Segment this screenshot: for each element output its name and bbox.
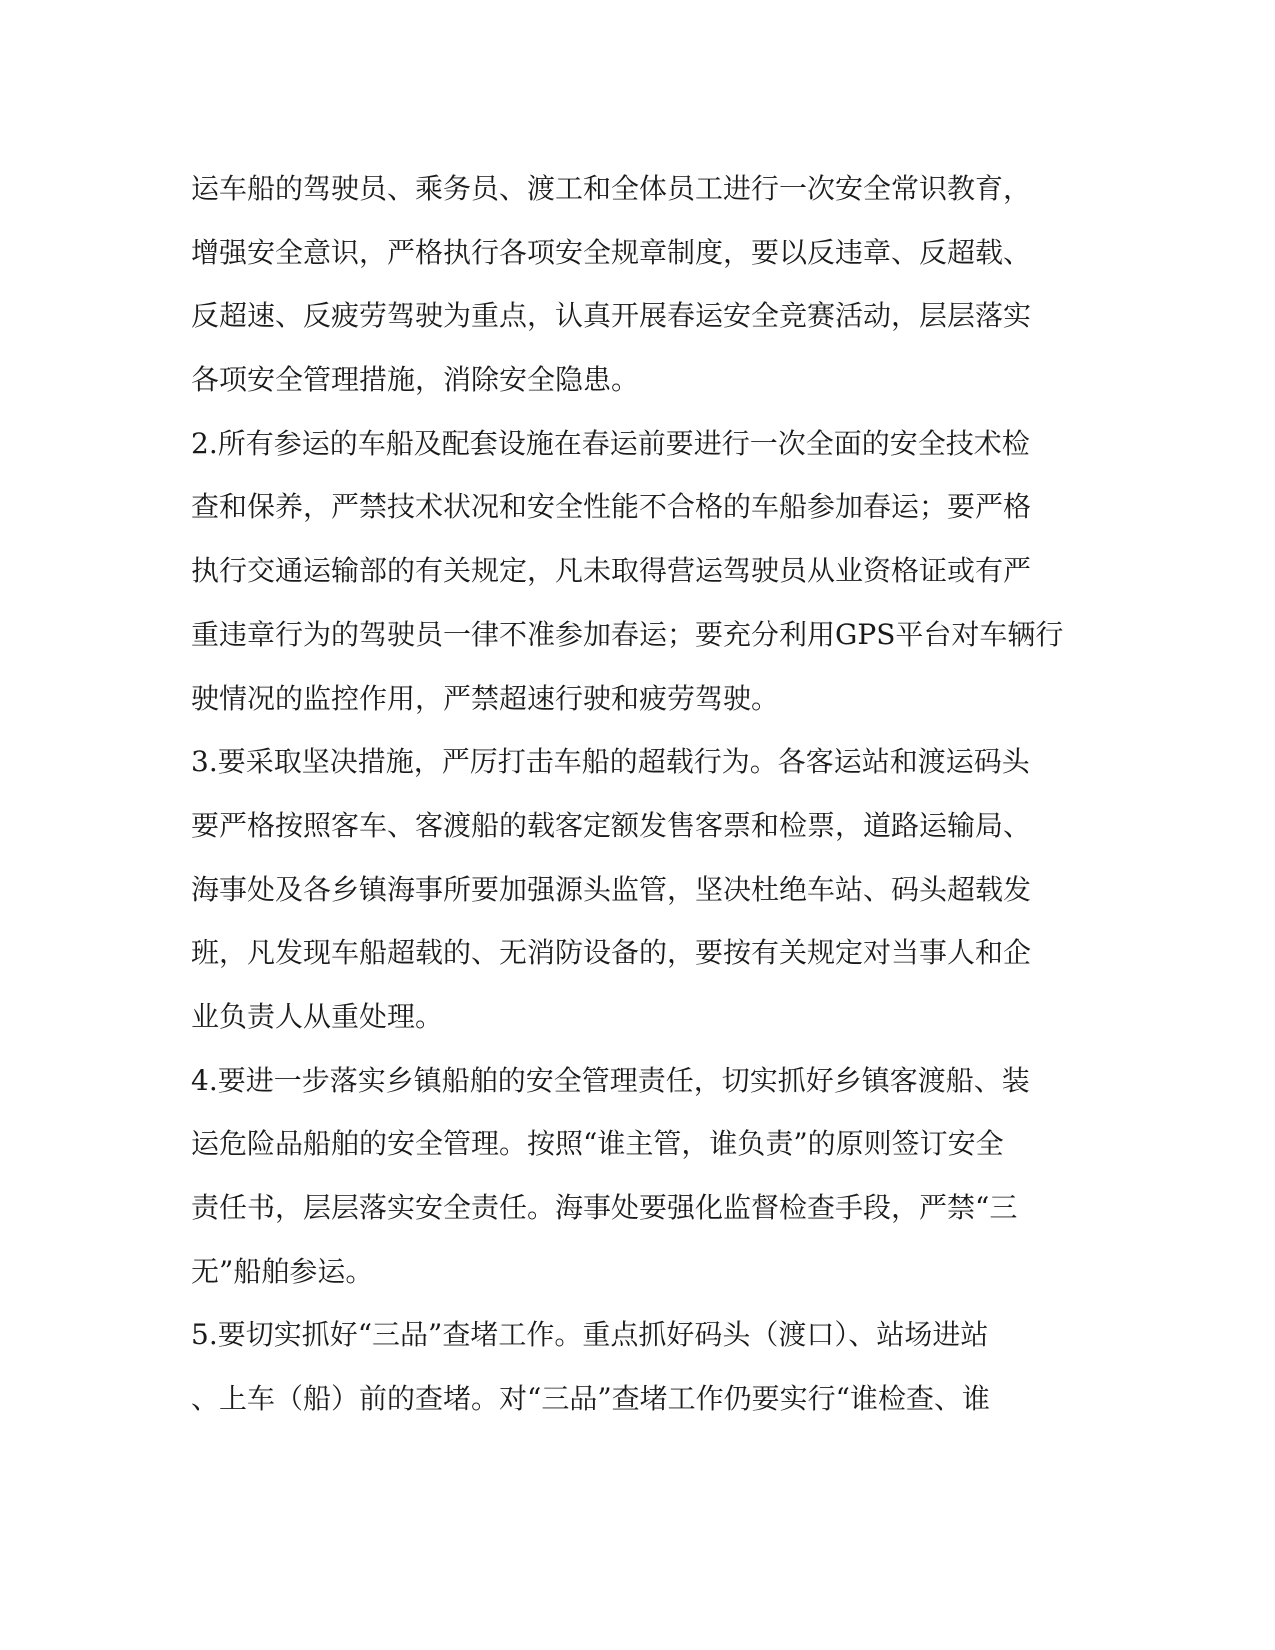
text-line: 海事处及各乡镇海事所要加强源头监管，坚决杜绝车站、码头超载发: [191, 872, 1032, 906]
document-body: [191, 157, 1071, 1431]
text-line: 业负责人从重处理。: [191, 999, 444, 1033]
text-line: 无”船舶参运。: [191, 1254, 374, 1288]
text-line: 运危险品船舶的安全管理。按照“谁主管，谁负责”的原则签订安全: [191, 1127, 1004, 1161]
text-line: 反超速、反疲劳驾驶为重点，认真开展春运安全竞赛活动，层层落实: [191, 299, 1032, 333]
text-line: 运车船的驾驶员、乘务员、渡工和全体员工进行一次安全常识教育，: [191, 172, 1032, 205]
text-line: 、上车（船）前的查堵。对“三品”查堵工作仍要实行“谁检查、谁: [191, 1382, 990, 1416]
text-line: 责任书，层层落实安全责任。海事处要强化监督检查手段，严禁“三: [191, 1191, 1018, 1224]
paragraph-2-line: 2.所有参运的车船及配套设施在春运前要进行一次全面的安全技术检: [191, 426, 1030, 460]
paragraph-4-line: 4.要进一步落实乡镇船舶的安全管理责任，切实抓好乡镇客渡船、装: [191, 1063, 1030, 1097]
text-line: 查和保养，严禁技术状况和安全性能不合格的车船参加春运；要严格: [191, 490, 1032, 524]
text-line: 各项安全管理措施，消除安全隐患。: [191, 363, 640, 397]
paragraph-5-line: 5.要切实抓好“三品”查堵工作。重点抓好码头（渡口）、站场进站: [191, 1318, 989, 1352]
text-line: 班，凡发现车船超载的、无消防设备的，要按有关规定对当事人和企: [191, 936, 1032, 970]
text-line: 要严格按照客车、客渡船的载客定额发售客票和检票，道路运输局、: [191, 808, 1032, 842]
text-line: 执行交通运输部的有关规定，凡未取得营运驾驶员从业资格证或有严: [191, 554, 1032, 588]
paragraph-3-line: 3.要采取坚决措施，严厉打击车船的超载行为。各客运站和渡运码头: [191, 745, 1030, 779]
text-line: 增强安全意识，严格执行各项安全规章制度，要以反违章、反超载、: [191, 235, 1032, 269]
text-line: 重违章行为的驾驶员一律不准参加春运；要充分利用GPS平台对车辆行: [191, 617, 1064, 651]
text-line: 驶情况的监控作用，严禁超速行驶和疲劳驾驶。: [191, 681, 780, 715]
